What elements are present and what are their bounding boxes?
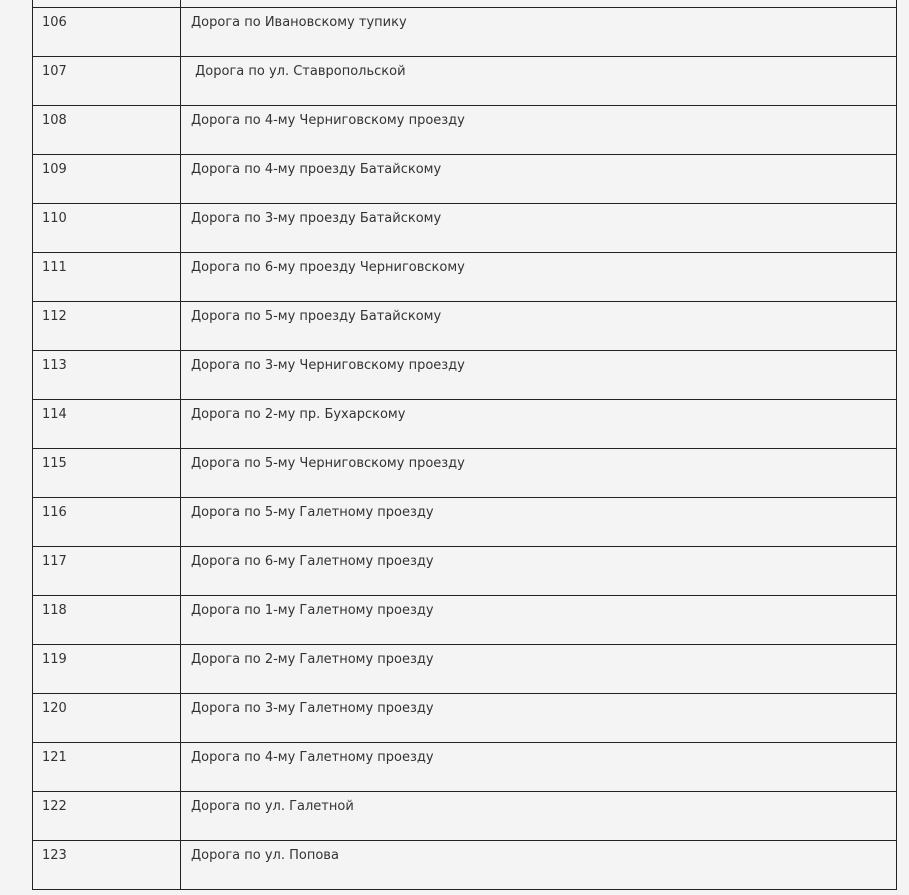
roads-table <box>32 0 897 890</box>
row-number: 122 <box>42 799 67 814</box>
row-number-cell <box>33 547 181 596</box>
row-number: 106 <box>42 15 67 30</box>
road-name-cell <box>181 253 897 302</box>
road-name-cell <box>181 694 897 743</box>
road-name-cell <box>181 57 897 106</box>
road-name: Дорога по 6-му Галетному проезду <box>191 554 434 569</box>
road-name: Дорога по 4-му Черниговскому проезду <box>191 113 465 128</box>
table-row <box>33 204 897 253</box>
row-number: 112 <box>42 309 67 324</box>
row-number-cell <box>33 302 181 351</box>
road-name: Дорога по ул. Галетной <box>191 799 354 814</box>
road-name: Дорога по 1-му Галетному проезду <box>191 603 434 618</box>
table-row <box>33 351 897 400</box>
table-row <box>33 449 897 498</box>
table-row <box>33 400 897 449</box>
road-name: Дорога по 5-му Галетному проезду <box>191 505 434 520</box>
row-number: 107 <box>42 64 67 79</box>
table-row <box>33 106 897 155</box>
road-name-cell <box>181 204 897 253</box>
road-name: Дорога по 2-му пр. Бухарскому <box>191 407 406 422</box>
table-row <box>33 694 897 743</box>
road-name-cell <box>181 449 897 498</box>
road-name: Дорога по ул. Ставропольской <box>191 64 406 79</box>
row-number: 120 <box>42 701 67 716</box>
row-number-cell <box>33 400 181 449</box>
road-name-cell <box>181 106 897 155</box>
row-number: 118 <box>42 603 67 618</box>
row-number: 110 <box>42 211 67 226</box>
row-number-cell <box>33 743 181 792</box>
row-number-cell <box>33 792 181 841</box>
row-number-cell <box>33 596 181 645</box>
row-number: 108 <box>42 113 67 128</box>
road-name-cell <box>181 841 897 890</box>
row-number-cell <box>33 0 181 8</box>
row-number-cell <box>33 351 181 400</box>
row-number: 111 <box>42 260 67 275</box>
road-name: Дорога по 2-му Галетному проезду <box>191 652 434 667</box>
row-number-cell <box>33 8 181 57</box>
row-number-cell <box>33 57 181 106</box>
table-row <box>33 253 897 302</box>
road-name: Дорога по 6-му проезду Черниговскому <box>191 260 465 275</box>
road-name-cell <box>181 547 897 596</box>
row-number: 114 <box>42 407 67 422</box>
road-name-cell <box>181 792 897 841</box>
table-row <box>33 8 897 57</box>
row-number-cell <box>33 694 181 743</box>
table-row <box>33 645 897 694</box>
row-number: 109 <box>42 162 67 177</box>
road-name: Дорога по 3-му проезду Батайскому <box>191 211 442 226</box>
table-row <box>33 0 897 8</box>
road-name: Дорога по ул. Попова <box>191 848 339 863</box>
row-number: 123 <box>42 848 67 863</box>
road-name: Дорога по 3-му Галетному проезду <box>191 701 434 716</box>
road-name: Дорога по 4-му проезду Батайскому <box>191 162 442 177</box>
row-number-cell <box>33 253 181 302</box>
row-number: 119 <box>42 652 67 667</box>
road-name: Дорога по 3-му Черниговскому проезду <box>191 358 465 373</box>
row-number-cell <box>33 155 181 204</box>
row-number-cell <box>33 106 181 155</box>
row-number: 113 <box>42 358 67 373</box>
road-name-cell <box>181 400 897 449</box>
table-row <box>33 596 897 645</box>
road-name-cell <box>181 351 897 400</box>
road-name: Дорога по 5-му проезду Батайскому <box>191 309 442 324</box>
row-number-cell <box>33 204 181 253</box>
table-row <box>33 743 897 792</box>
table-row <box>33 547 897 596</box>
table-row <box>33 498 897 547</box>
road-name-cell <box>181 498 897 547</box>
table-row <box>33 57 897 106</box>
row-number: 115 <box>42 456 67 471</box>
table-row <box>33 302 897 351</box>
row-number-cell <box>33 841 181 890</box>
road-name-cell <box>181 0 897 8</box>
road-name-cell <box>181 155 897 204</box>
road-name: Дорога по Ивановскому тупику <box>191 15 407 30</box>
table-row <box>33 841 897 890</box>
row-number: 116 <box>42 505 67 520</box>
row-number-cell <box>33 498 181 547</box>
row-number: 117 <box>42 554 67 569</box>
row-number-cell <box>33 645 181 694</box>
table-row <box>33 155 897 204</box>
road-name-cell <box>181 8 897 57</box>
road-name: Дорога по 5-му Черниговскому проезду <box>191 456 465 471</box>
road-name-cell <box>181 743 897 792</box>
road-name-cell <box>181 302 897 351</box>
road-name-cell <box>181 596 897 645</box>
road-name: Дорога по 4-му Галетному проезду <box>191 750 434 765</box>
table-row <box>33 792 897 841</box>
row-number: 121 <box>42 750 67 765</box>
road-name-cell <box>181 645 897 694</box>
row-number-cell <box>33 449 181 498</box>
